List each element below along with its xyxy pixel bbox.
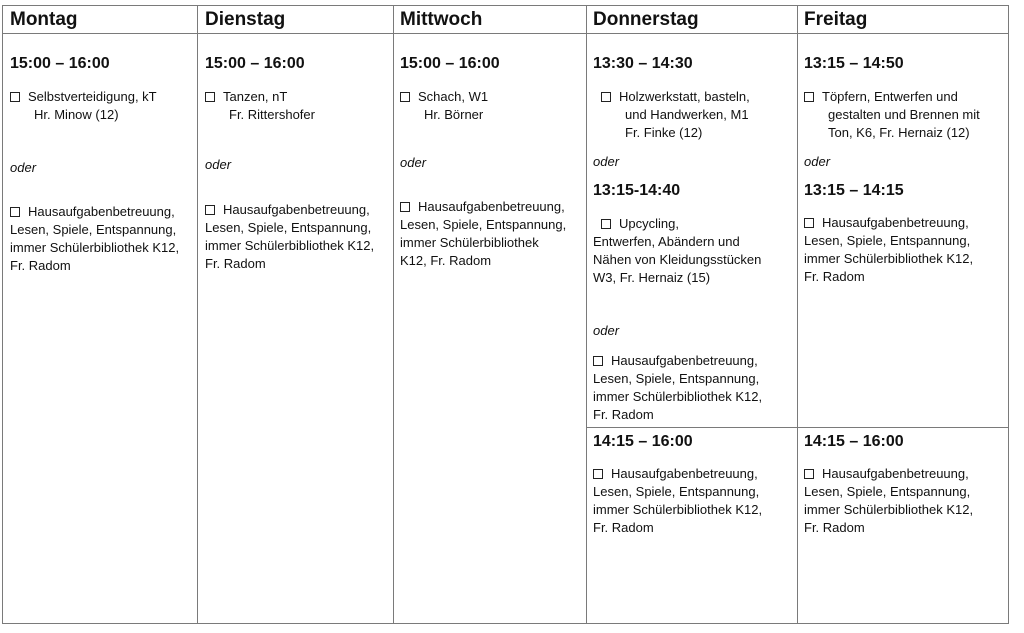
homework-line: immer Schülerbibliothek K12, bbox=[593, 389, 763, 404]
homework-entry bbox=[593, 465, 762, 537]
homework-title: Hausaufgabenbetreuung, bbox=[28, 204, 175, 219]
course-entry bbox=[593, 215, 761, 287]
checkbox[interactable] bbox=[205, 205, 215, 215]
homework-line: immer Schülerbibliothek K12, bbox=[10, 240, 180, 255]
day-header-freitag: Freitag bbox=[804, 9, 868, 30]
homework-line: Fr. Radom bbox=[593, 407, 654, 422]
time-slot: 13:15-14:40 bbox=[593, 182, 681, 199]
course-line: gestalten und Brennen mit bbox=[828, 107, 980, 122]
homework-line: immer Schülerbibliothek K12, bbox=[804, 251, 974, 266]
time-slot: 15:00 – 16:00 bbox=[10, 55, 110, 72]
homework-line: Fr. Radom bbox=[804, 520, 865, 535]
column-divider bbox=[197, 6, 198, 623]
oder-label: oder bbox=[593, 154, 620, 169]
course-line: Nähen von Kleidungsstücken bbox=[593, 252, 762, 267]
day-header-donnerstag: Donnerstag bbox=[593, 9, 699, 30]
checkbox[interactable] bbox=[400, 92, 410, 102]
time-slot: 13:15 – 14:50 bbox=[804, 55, 904, 72]
homework-line: Lesen, Spiele, Entspannung, bbox=[593, 484, 760, 499]
homework-line: Lesen, Spiele, Entspannung, bbox=[205, 220, 372, 235]
schedule-table bbox=[2, 5, 1009, 624]
time-slot: 14:15 – 16:00 bbox=[804, 433, 904, 450]
course-teacher: Fr. Finke (12) bbox=[625, 125, 703, 140]
course-teacher: W3, Fr. Hernaiz (15) bbox=[593, 270, 711, 285]
day-header-dienstag: Dienstag bbox=[205, 9, 286, 30]
homework-line: Lesen, Spiele, Entspannung, bbox=[400, 217, 567, 232]
time-slot: 14:15 – 16:00 bbox=[593, 433, 693, 450]
row-divider bbox=[586, 427, 1008, 428]
oder-label: oder bbox=[804, 154, 831, 169]
time-slot: 15:00 – 16:00 bbox=[205, 55, 305, 72]
course-title: Holzwerkstatt, basteln, bbox=[619, 89, 750, 104]
homework-line: immer Schülerbibliothek K12, bbox=[593, 502, 763, 517]
course-entry bbox=[400, 88, 488, 124]
checkbox[interactable] bbox=[593, 356, 603, 366]
checkbox[interactable] bbox=[804, 92, 814, 102]
oder-label: oder bbox=[593, 323, 620, 338]
homework-line: Fr. Radom bbox=[10, 258, 71, 273]
course-teacher: Ton, K6, Fr. Hernaiz (12) bbox=[828, 125, 970, 140]
checkbox[interactable] bbox=[601, 219, 611, 229]
course-line: und Handwerken, M1 bbox=[625, 107, 749, 122]
homework-line: Fr. Radom bbox=[804, 269, 865, 284]
course-entry bbox=[804, 88, 980, 142]
oder-label: oder bbox=[10, 160, 37, 175]
course-title: Töpfern, Entwerfen und bbox=[822, 89, 958, 104]
course-title: Upcycling, bbox=[619, 216, 679, 231]
course-teacher: Fr. Rittershofer bbox=[229, 107, 315, 122]
checkbox[interactable] bbox=[400, 202, 410, 212]
checkbox[interactable] bbox=[601, 92, 611, 102]
homework-line: Fr. Radom bbox=[205, 256, 266, 271]
day-header-montag: Montag bbox=[10, 9, 78, 30]
course-teacher: Hr. Börner bbox=[424, 107, 484, 122]
homework-entry bbox=[593, 352, 762, 424]
time-slot: 13:15 – 14:15 bbox=[804, 182, 904, 199]
homework-title: Hausaufgabenbetreuung, bbox=[418, 199, 565, 214]
checkbox[interactable] bbox=[10, 92, 20, 102]
homework-title: Hausaufgabenbetreuung, bbox=[822, 466, 969, 481]
course-teacher: Hr. Minow (12) bbox=[34, 107, 119, 122]
course-line: Entwerfen, Abändern und bbox=[593, 234, 740, 249]
day-header-mittwoch: Mittwoch bbox=[400, 9, 483, 30]
checkbox[interactable] bbox=[804, 469, 814, 479]
course-title: Tanzen, nT bbox=[223, 89, 288, 104]
time-slot: 13:30 – 14:30 bbox=[593, 55, 693, 72]
homework-line: K12, Fr. Radom bbox=[400, 253, 492, 268]
homework-entry bbox=[804, 465, 973, 537]
homework-entry bbox=[400, 198, 566, 270]
course-entry bbox=[10, 88, 157, 124]
column-divider bbox=[393, 6, 394, 623]
homework-title: Hausaufgabenbetreuung, bbox=[611, 353, 758, 368]
homework-entry bbox=[804, 214, 973, 286]
homework-line: immer Schülerbibliothek bbox=[400, 235, 539, 250]
time-slot: 15:00 – 16:00 bbox=[400, 55, 500, 72]
homework-title: Hausaufgabenbetreuung, bbox=[822, 215, 969, 230]
homework-line: Fr. Radom bbox=[593, 520, 654, 535]
course-title: Schach, W1 bbox=[418, 89, 489, 104]
homework-line: immer Schülerbibliothek K12, bbox=[804, 502, 974, 517]
checkbox[interactable] bbox=[593, 469, 603, 479]
course-entry bbox=[205, 88, 315, 124]
header-divider bbox=[3, 33, 1008, 34]
column-divider bbox=[797, 6, 798, 623]
checkbox[interactable] bbox=[10, 207, 20, 217]
course-title: Selbstverteidigung, kT bbox=[28, 89, 157, 104]
oder-label: oder bbox=[400, 155, 427, 170]
homework-line: Lesen, Spiele, Entspannung, bbox=[593, 371, 760, 386]
homework-line: Lesen, Spiele, Entspannung, bbox=[804, 484, 971, 499]
homework-entry bbox=[205, 201, 374, 273]
oder-label: oder bbox=[205, 157, 232, 172]
homework-line: Lesen, Spiele, Entspannung, bbox=[804, 233, 971, 248]
homework-entry bbox=[10, 203, 179, 275]
homework-title: Hausaufgabenbetreuung, bbox=[223, 202, 370, 217]
column-divider bbox=[586, 6, 587, 623]
checkbox[interactable] bbox=[804, 218, 814, 228]
homework-title: Hausaufgabenbetreuung, bbox=[611, 466, 758, 481]
homework-line: Lesen, Spiele, Entspannung, bbox=[10, 222, 177, 237]
course-entry bbox=[601, 88, 750, 142]
homework-line: immer Schülerbibliothek K12, bbox=[205, 238, 375, 253]
checkbox[interactable] bbox=[205, 92, 215, 102]
